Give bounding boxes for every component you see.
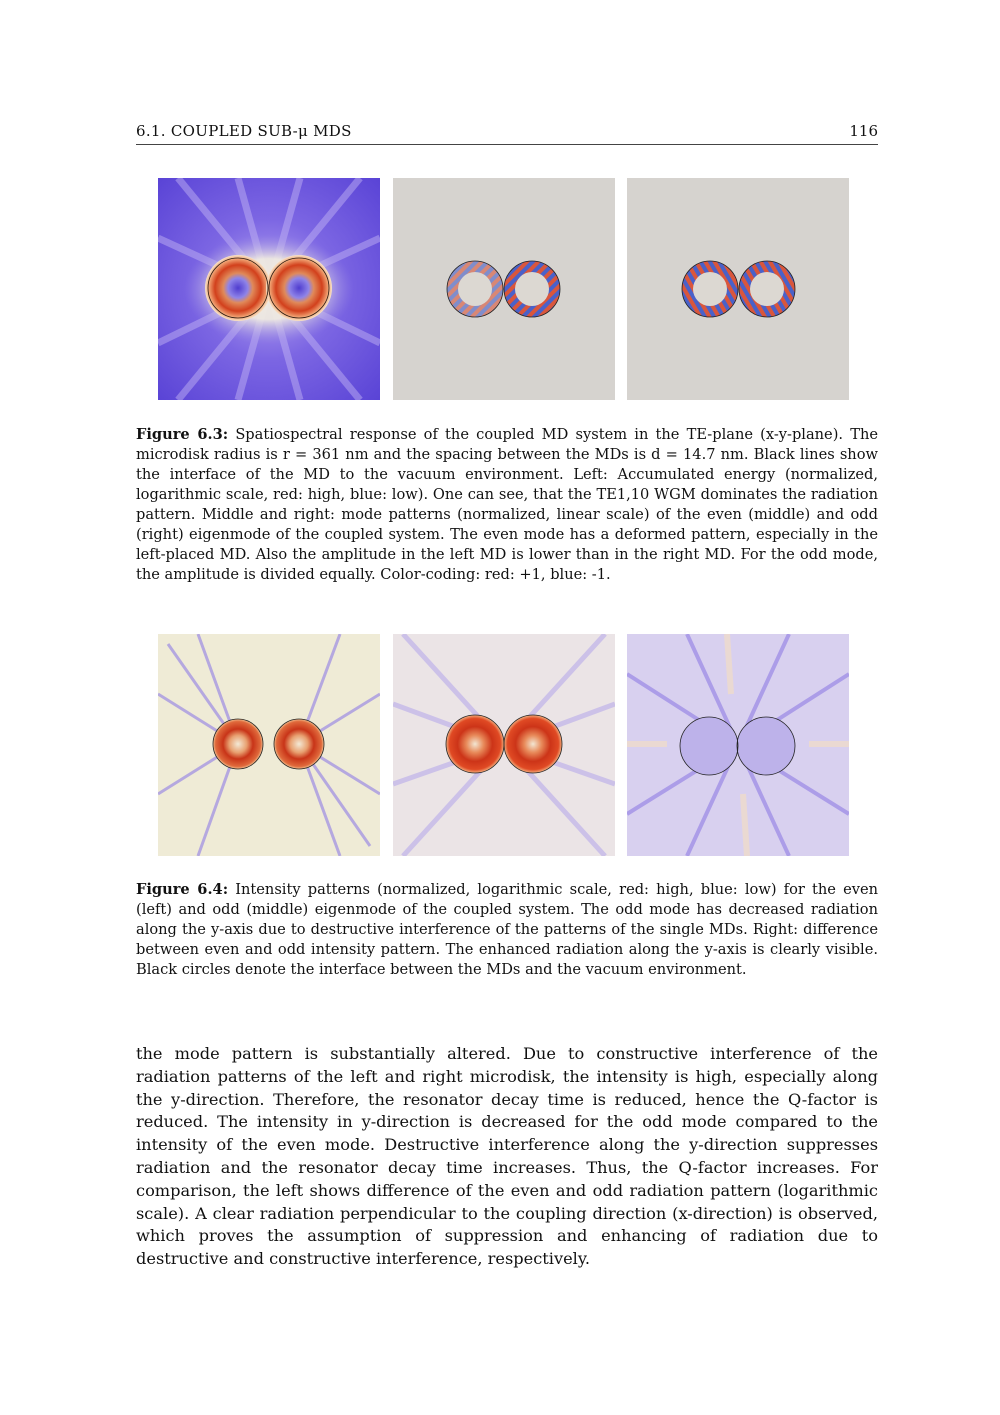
intensity-difference-image [627, 634, 849, 856]
odd-mode-pattern-image [627, 178, 849, 400]
figure-6-4-images [158, 634, 850, 856]
figure-6-3-label: Figure 6.3: [136, 426, 229, 443]
figure-6-4-odd-intensity-panel [393, 634, 615, 856]
figure-6-4-even-intensity-panel [158, 634, 380, 856]
figure-6-3-even-mode-panel [393, 178, 615, 400]
running-head [136, 120, 878, 145]
body-paragraph-text: the mode pattern is substantially altered. Due to constructive interference of the radiation patterns of the left and right microdisk, the intensity is high, especially along the y-direction. Therefore, the resonator decay time is reduced, hence the Q-factor is reduced. The intensity in y-direction is decreased for the odd mode compared to the intensity of the even mode. Destructive interference along the y-direction suppresses radiation and the resonator decay time increases. Thus, the Q-factor increases. For comparison, the left shows difference of the even and odd radiation pattern (logarithmic scale). A clear radiation perpendicular to the coupling direction (x-direction) is observed, which proves the assumption of suppression and enhancing of radiation due to destructive and constructive interference, respectively. [136, 1044, 878, 1269]
even-mode-pattern-image [393, 178, 615, 400]
figure-6-3-images [158, 178, 850, 400]
accumulated-energy-image [158, 178, 380, 400]
figure-6-3-caption [136, 425, 878, 585]
odd-intensity-image [393, 634, 615, 856]
page-number: 116 [849, 122, 878, 140]
body-paragraph [136, 1043, 878, 1271]
figure-6-4-difference-panel [627, 634, 849, 856]
figure-6-4-caption-text: Intensity patterns (normalized, logarithmic scale, red: high, blue: low) for the even (left) and odd (middle) eigenmode of the coupled system. The odd mode has decreased radiation along the y-axis due to destructive interference of the patterns of the single MDs. Right: difference between even and odd intensity pattern. The enhanced radiation along the y-axis is clearly visible. Black circles denote the interface between the MDs and the vacuum environment. [136, 881, 878, 978]
even-intensity-image [158, 634, 380, 856]
figure-6-4-caption [136, 880, 878, 980]
figure-6-3-odd-mode-panel [627, 178, 849, 400]
figure-6-4-label: Figure 6.4: [136, 881, 229, 898]
figure-6-3-energy-panel [158, 178, 380, 400]
figure-6-3-caption-text: Spatiospectral response of the coupled MD system in the TE-plane (x-y-plane). The microdisk radius is r = 361 nm and the spacing between the MDs is d = 14.7 nm. Black lines show the interface of the MD to the vacuum environment. Left: Accumulated energy (normalized, logarithmic scale, red: high, blue: low). One can see, that the TE1,10 WGM dominates the radiation pattern. Middle and right: mode patterns (normalized, linear scale) of the even (middle) and odd (right) eigenmode of the coupled system. The even mode has a deformed pattern, especially in the left-placed MD. Also the amplitude in the left MD is lower than in the right MD. For the odd mode, the amplitude is divided equally. Color-coding: red: +1, blue: -1. [136, 426, 878, 583]
section-title: 6.1. COUPLED SUB-μ MDS [136, 122, 352, 140]
